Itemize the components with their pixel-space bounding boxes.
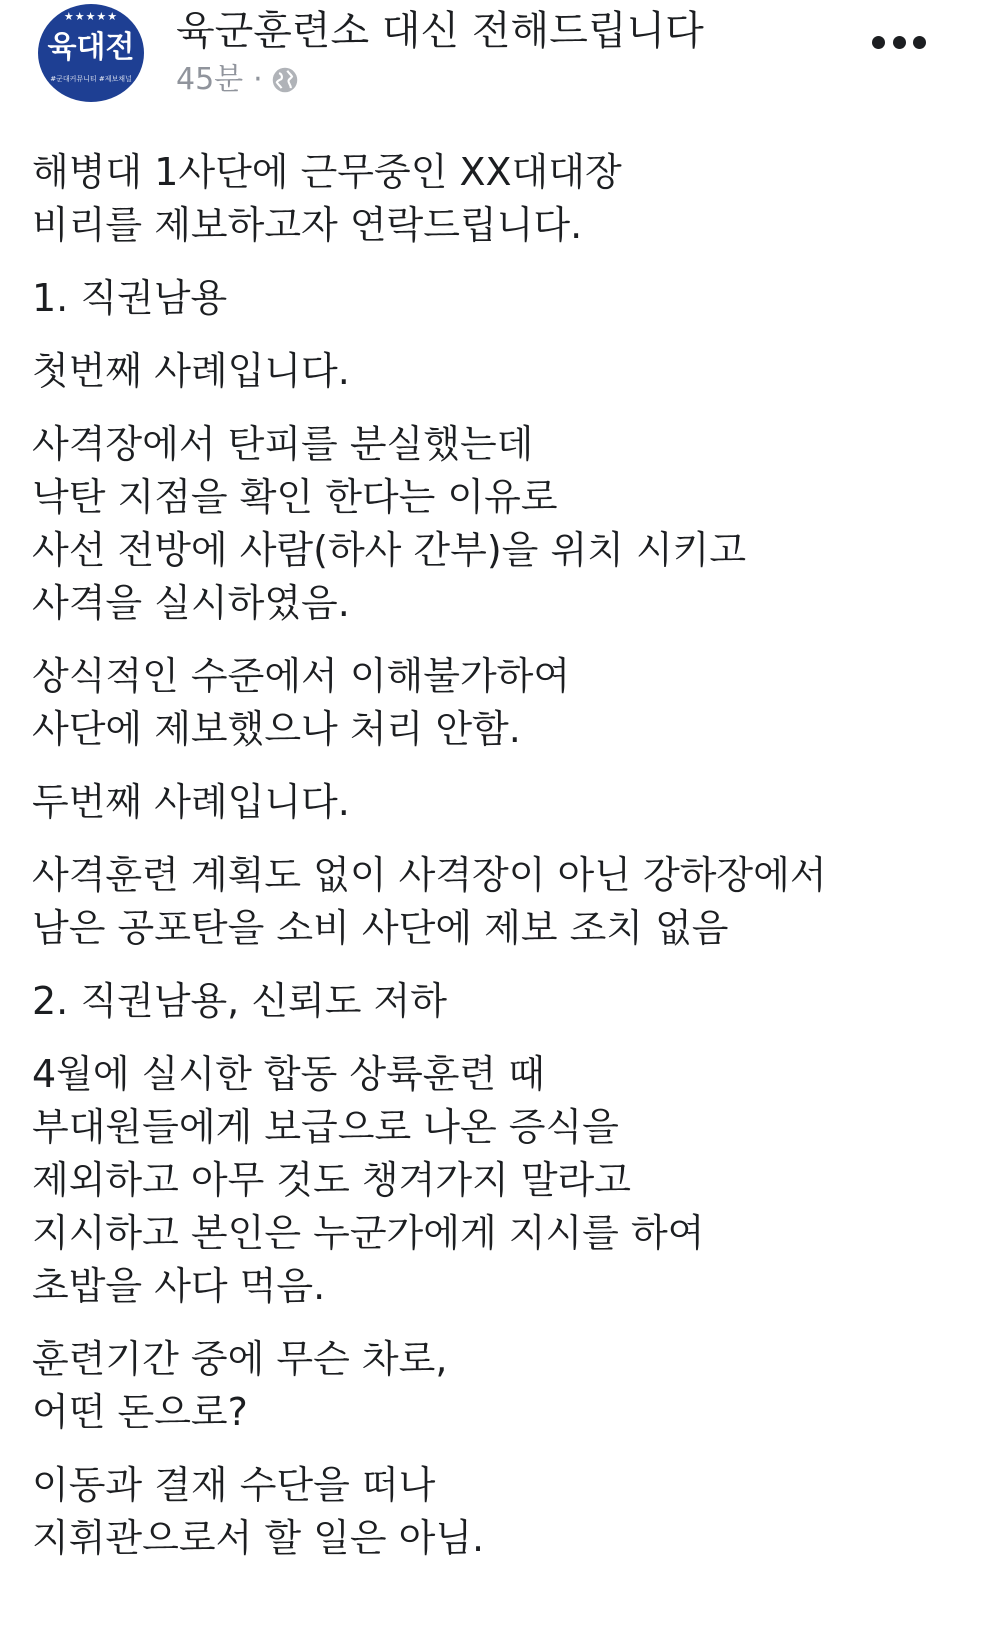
avatar-stars: ★★★★★ xyxy=(63,10,119,23)
post-paragraph xyxy=(32,1333,972,1439)
post-text-line: 해병대 1사단에 근무중인 XX대대장 xyxy=(32,150,622,194)
post-paragraph xyxy=(32,776,972,829)
post-text-line: 남은 공포탄을 소비 사단에 제보 조치 없음 xyxy=(32,906,729,950)
post-paragraph xyxy=(32,1048,972,1313)
post-text-line: 사격을 실시하였음. xyxy=(32,581,350,625)
more-dot xyxy=(913,36,926,49)
post-paragraph xyxy=(32,650,972,756)
avatar-tagline: #군대커뮤니티 #제보채널 xyxy=(50,75,132,83)
globe-icon xyxy=(271,66,299,94)
post-text-line: 어떤 돈으로? xyxy=(32,1390,248,1434)
post-text-line: 이동과 결재 수단을 떠나 xyxy=(32,1463,436,1507)
meta-separator: · xyxy=(253,62,263,97)
post-text-line: 1. 직권남용 xyxy=(32,276,228,320)
post-paragraph xyxy=(32,849,972,955)
more-dot xyxy=(893,36,906,49)
post-text-line: 사격장에서 탄피를 분실했는데 xyxy=(32,422,534,466)
post-text-line: 사격훈련 계획도 없이 사격장이 아닌 강하장에서 xyxy=(32,853,827,897)
post-text-line: 제외하고 아무 것도 챙겨가지 말라고 xyxy=(32,1158,631,1202)
page-name-link[interactable]: 육군훈련소 대신 전해드립니다 xyxy=(176,8,704,54)
post-header xyxy=(0,0,1000,120)
post-text-line: 비리를 제보하고자 연락드립니다. xyxy=(32,203,583,247)
post-text-line: 지휘관으로서 할 일은 아님. xyxy=(32,1516,485,1560)
post-meta xyxy=(176,60,299,100)
post-text-line: 지시하고 본인은 누군가에게 지시를 하여 xyxy=(32,1211,705,1255)
post-text-line: 사단에 제보했으나 처리 안함. xyxy=(32,707,521,751)
post-paragraph xyxy=(32,272,972,325)
more-dot xyxy=(872,36,885,49)
post-paragraph xyxy=(32,418,972,630)
more-dots-icon[interactable] xyxy=(872,22,926,62)
post-text-line: 초밥을 사다 먹음. xyxy=(32,1264,326,1308)
post-text-line: 낙탄 지점을 확인 한다는 이유로 xyxy=(32,475,558,519)
post-text-line: 2. 직권남용, 신뢰도 저하 xyxy=(32,979,447,1023)
post-body xyxy=(32,146,972,1585)
post-text-line: 훈련기간 중에 무슨 차로, xyxy=(32,1337,448,1381)
post-text-line: 부대원들에게 보급으로 나온 증식을 xyxy=(32,1105,619,1149)
post-text-line: 두번째 사례입니다. xyxy=(32,780,350,824)
post-text-line: 첫번째 사례입니다. xyxy=(32,349,350,393)
post-paragraph xyxy=(32,345,972,398)
post-text-line: 4월에 실시한 합동 상륙훈련 때 xyxy=(32,1052,545,1096)
post-paragraph xyxy=(32,146,972,252)
post-text-line: 상식적인 수준에서 이해불가하여 xyxy=(32,654,571,698)
post-text-line: 사선 전방에 사람(하사 간부)을 위치 시키고 xyxy=(32,528,747,572)
post-paragraph xyxy=(32,1459,972,1565)
avatar-logo-text: 육대전 xyxy=(47,30,135,65)
post-timestamp[interactable]: 45분 xyxy=(176,62,244,97)
page-avatar[interactable] xyxy=(38,4,144,102)
post-paragraph xyxy=(32,975,972,1028)
